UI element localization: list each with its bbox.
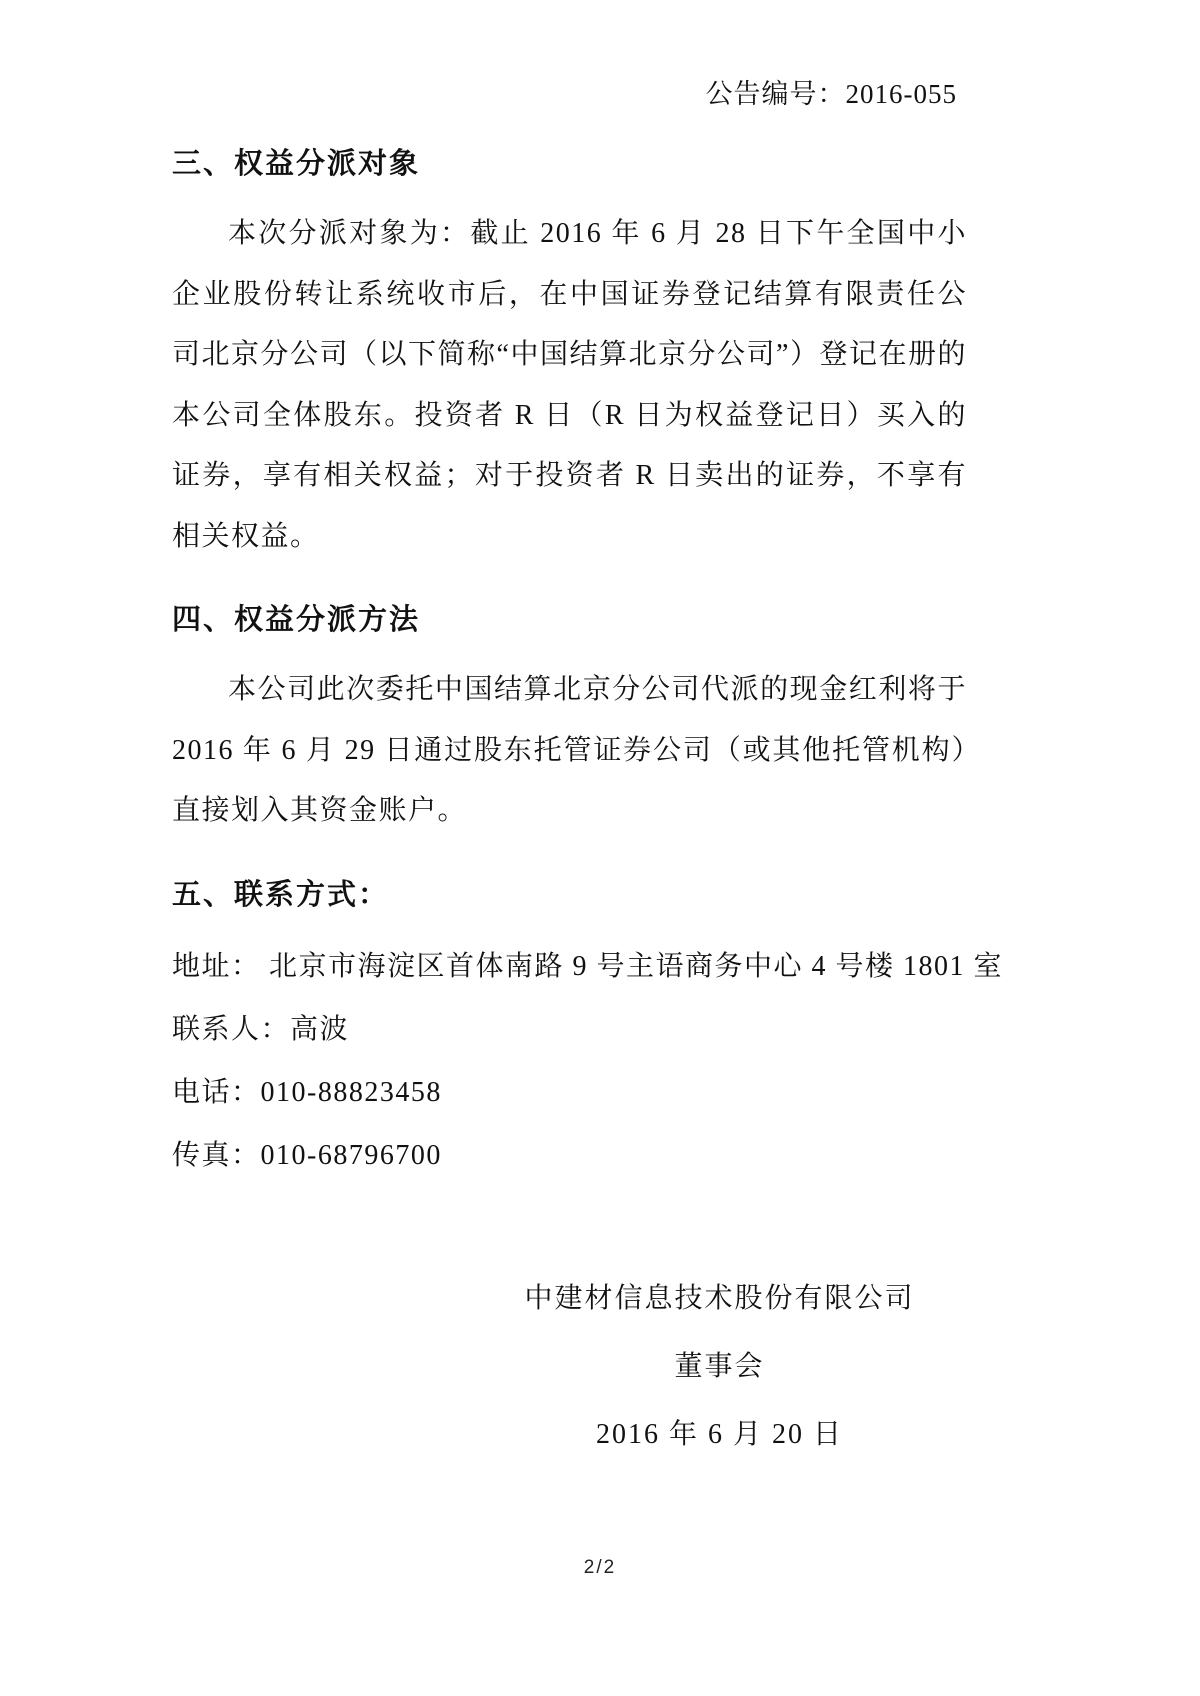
- section-heading-distribution-targets: 三、权益分派对象: [172, 148, 421, 180]
- contact-phone: 电话：010-88823458: [172, 1076, 442, 1108]
- signature-company: 中建材信息技术股份有限公司: [524, 1282, 915, 1314]
- section-heading-contact-info: 五、联系方式：: [172, 878, 390, 911]
- paragraph-distribution-targets: 本次分派对象为：截止 2016 年 6 月 28 日下午全国中小企业股份转让系统收市后，在中国证券登记结算有限责任公司北京分公司（以下简称“中国结算北京分公司”）登记在册的本公司全体股东。投资者 R 日（R 日为权益登记日）买入的证券，享有相关权益；对于投资者 R 日卖出的证券，不享有相关权益。: [172, 218, 967, 552]
- paragraph-distribution-method: 本公司此次委托中国结算北京分公司代派的现金红利将于 2016 年 6 月 29 日通过股东托管证券公司（或其他托管机构）直接划入其资金账户。: [172, 674, 967, 826]
- signature-date: 2016 年 6 月 20 日: [595, 1418, 843, 1450]
- document-content: [172, 72, 1004, 1469]
- page-number: 2/2: [583, 1557, 617, 1578]
- signature-board: 董事会: [674, 1350, 765, 1382]
- signature-block: [472, 1265, 967, 1469]
- contact-address: 地址： 北京市海淀区首体南路 9 号主语商务中心 4 号楼 1801 室: [172, 950, 1004, 982]
- contact-person: 联系人：高波: [172, 1013, 350, 1045]
- section-heading-distribution-method: 四、权益分派方法: [172, 604, 421, 636]
- contact-fax: 传真：010-68796700: [172, 1139, 442, 1171]
- announcement-number: 公告编号：2016-055: [705, 79, 957, 109]
